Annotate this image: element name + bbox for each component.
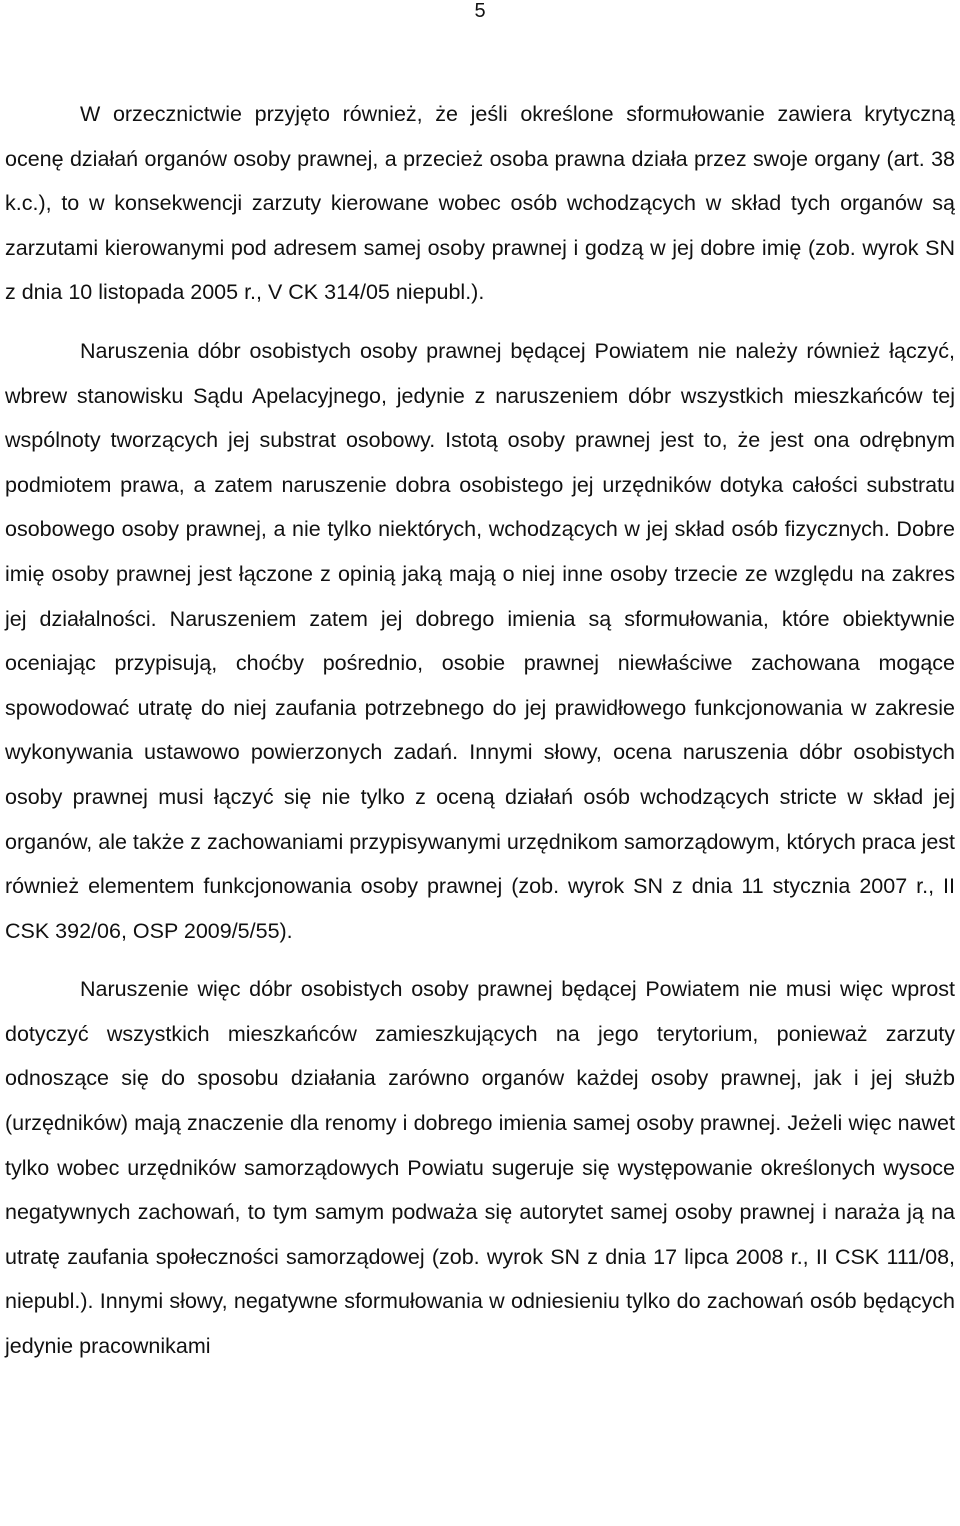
page-number: 5 <box>474 0 486 22</box>
document-body <box>5 92 955 1369</box>
paragraph-legal-person-goods: Naruszenia dóbr osobistych osoby prawnej będącej Powiatem nie należy również łączyć, wbrew stanowisku Sądu Apelacyjnego, jedynie z naruszeniem dóbr wszystkich mieszkańców tej wspólnoty tworzących jej substrat osobowy. Istotą osoby prawnej jest to, że jest ona odrębnym podmiotem prawa, a zatem naruszenie dobra osobistego jej urzędników dotyka całości substratu osobowego osoby prawnej, a nie tylko niektórych, wchodzących w jej skład osób fizycznych. Dobre imię osoby prawnej jest łączone z opinią jaką mają o niej inne osoby trzecie ze względu na zakres jej działalności. Naruszeniem zatem jej dobrego imienia są sformułowania, które obiektywnie oceniając przypisują, choćby pośrednio, osobie prawnej niewłaściwe zachowana mogące spowodować utratę do niej zaufania potrzebnego do jej prawidłowego funkcjonowania w zakresie wykonywania ustawowo powierzonych zadań. Innymi słowy, ocena naruszenia dóbr osobistych osoby prawnej musi łączyć się nie tylko z oceną działań osób wchodzących stricte w skład jej organów, ale także z zachowaniami przypisywanymi urzędnikom samorządowym, których praca jest również elementem funkcjonowania osoby prawnej (zob. wyrok SN z dnia 11 stycznia 2007 r., II CSK 392/06, OSP 2009/5/55). <box>5 338 955 943</box>
paragraph-case-law-organs: W orzecznictwie przyjęto również, że jeśli określone sformułowanie zawiera krytyczną ocenę działań organów osoby prawnej, a przecież osoba prawna działa przez swoje organy (art. 38 k.c.), to w konsekwencji zarzuty kierowane wobec osób wchodzących w skład tych organów są zarzutami kierowanymi pod adresem samej osoby prawnej i godzą w jej dobre imię (zob. wyrok SN z dnia 10 listopada 2005 r., V CK 314/05 niepubl.). <box>5 102 955 305</box>
paragraph-powiat-violation: Naruszenie więc dóbr osobistych osoby prawnej będącej Powiatem nie musi więc wprost dotyczyć wszystkich mieszkańców zamieszkujących na jego terytorium, ponieważ zarzuty odnoszące się do sposobu działania zarówno organów każdej osoby prawnej, jak i jej służb (urzędników) mają znaczenie dla renomy i dobrego imienia samej osoby prawnej. Jeżeli więc nawet tylko wobec urzędników samorządowych Powiatu sugeruje się występowanie określonych wysoce negatywnych zachowań, to tym samym podważa się autorytet samej osoby prawnej i naraża ją na utratę zaufania społeczności samorządowej (zob. wyrok SN z dnia 17 lipca 2008 r., II CSK 111/08, niepubl.). Innymi słowy, negatywne sformułowania w odniesieniu tylko do zachowań osób będących jedynie pracownikami <box>5 977 955 1359</box>
